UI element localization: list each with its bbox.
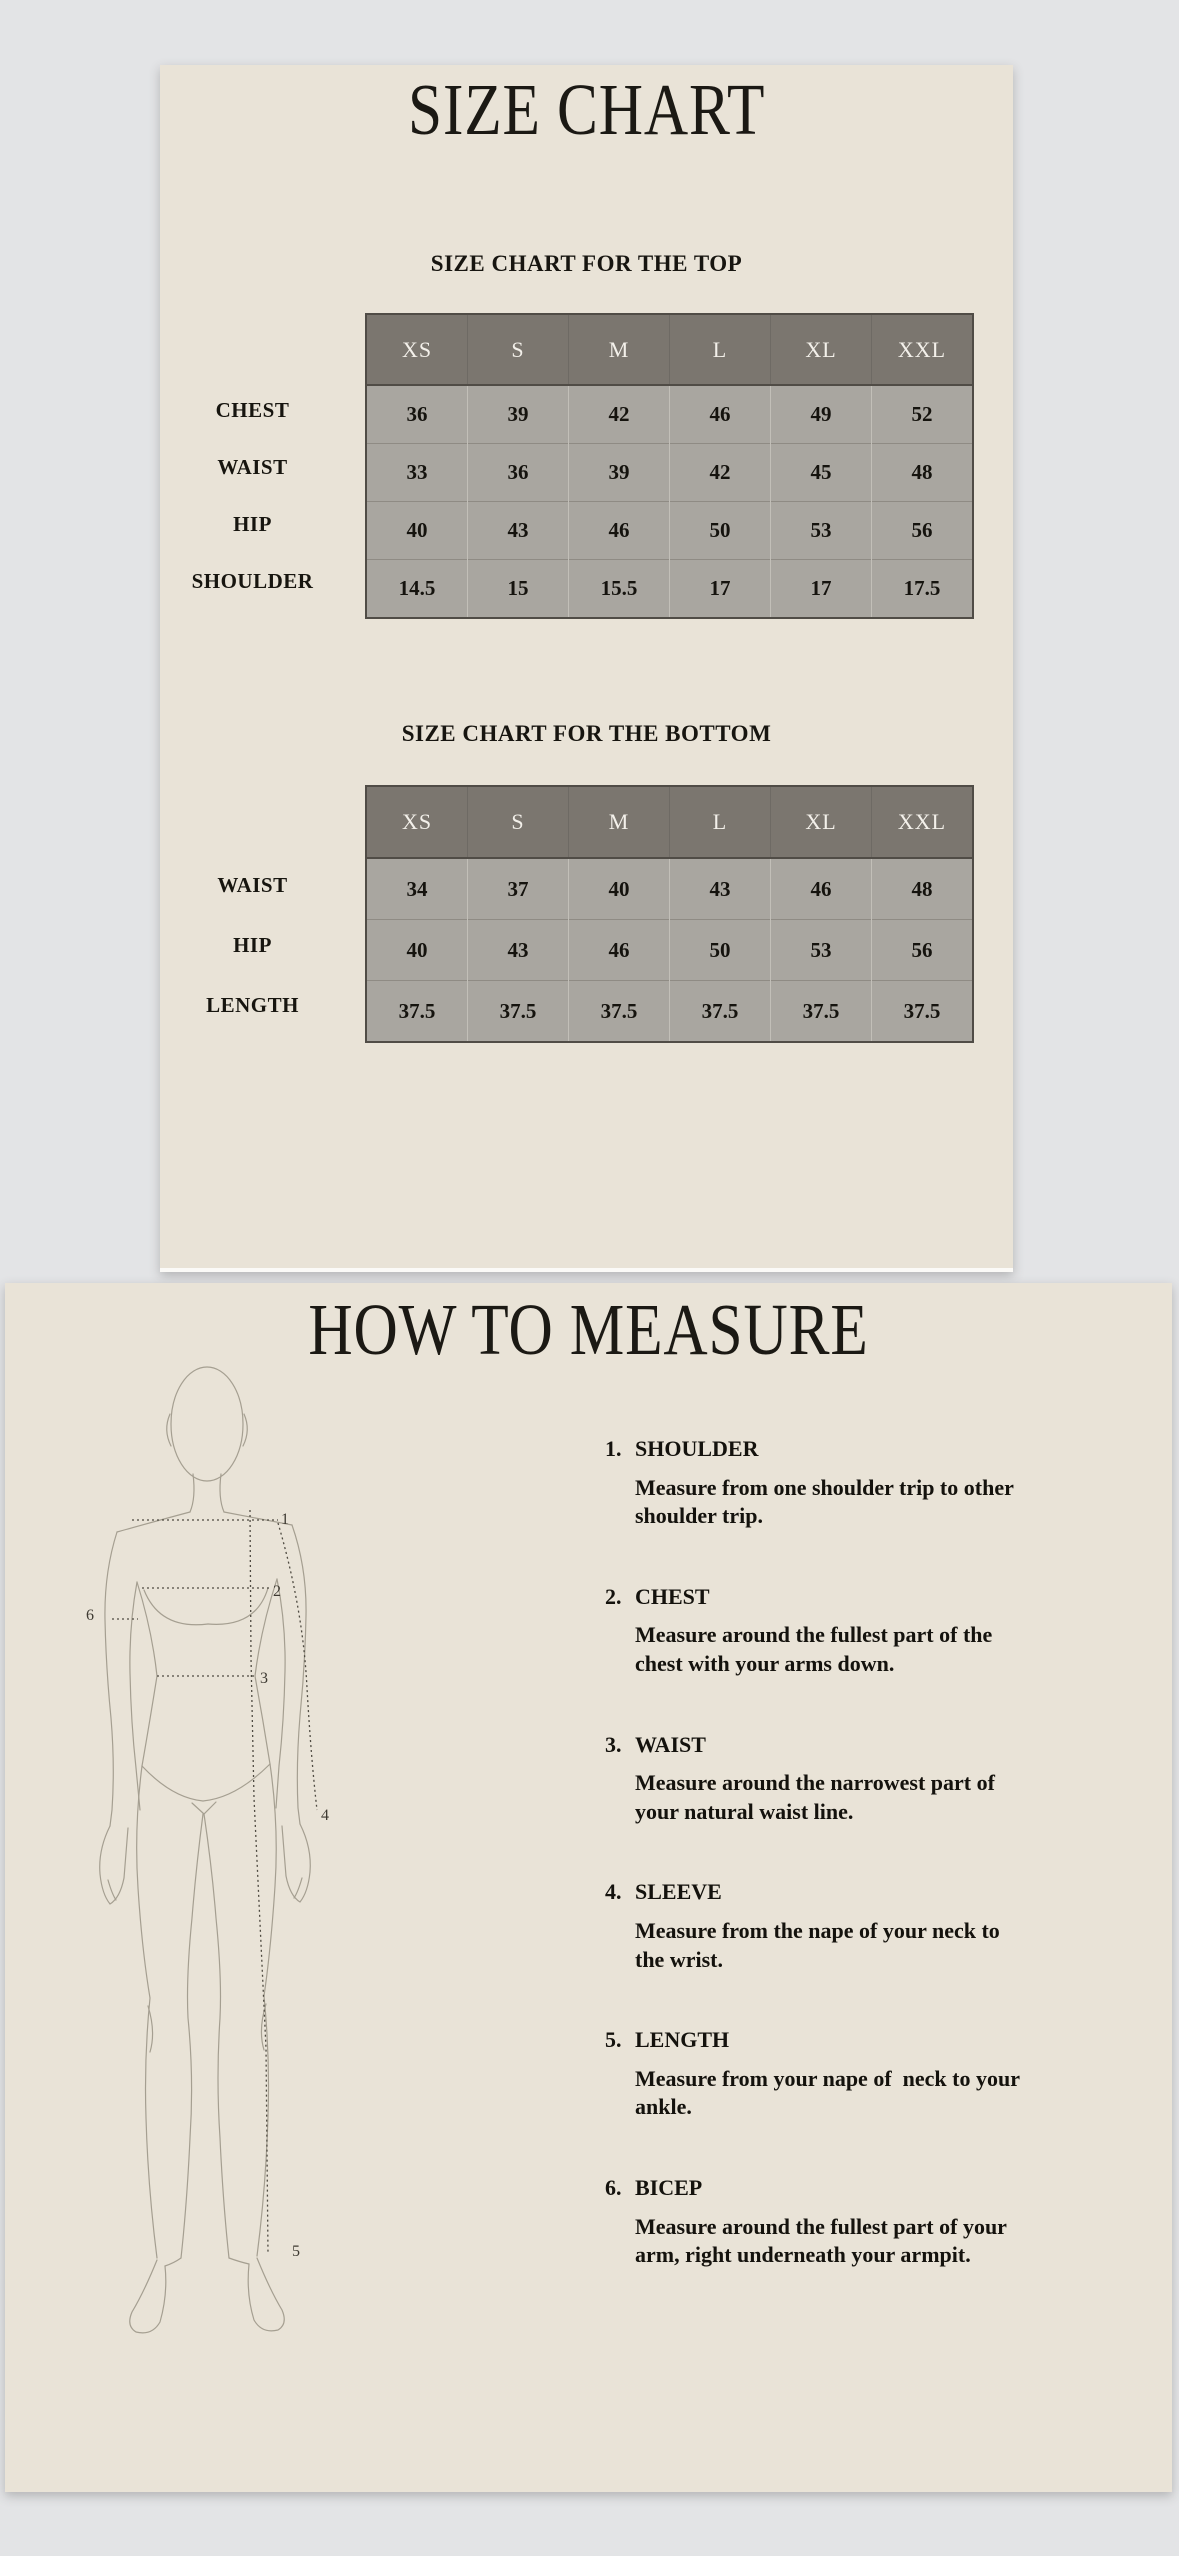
cell: 17.5 (872, 560, 974, 619)
step-description: Measure around the narrowest part of your natural waist line. (635, 1770, 1001, 1824)
cell: 17 (670, 560, 771, 619)
cell: 48 (872, 444, 974, 502)
step-waist (605, 1731, 1075, 1827)
size-col-xs: XS (366, 786, 468, 858)
row-label-length: LENGTH (206, 992, 299, 1017)
cell: 42 (569, 385, 670, 444)
size-col-l: L (670, 314, 771, 385)
step-title (605, 2026, 1075, 2055)
figure-label-2: 2 (273, 1583, 281, 1600)
how-to-measure-image (5, 1283, 1172, 2492)
step-title (605, 1878, 1075, 1907)
top-table-title: SIZE CHART FOR THE TOP (430, 251, 743, 276)
cell: 53 (771, 502, 872, 560)
table-row-waist (366, 444, 973, 502)
step-number: 1. (605, 1436, 622, 1461)
step-sleeve (605, 1878, 1075, 1974)
measure-steps-list (605, 1435, 1075, 2322)
step-name: SHOULDER (635, 1436, 759, 1461)
cell: 46 (569, 502, 670, 560)
cell: 36 (366, 385, 468, 444)
step-number: 3. (605, 1731, 622, 1757)
step-chest (605, 1583, 1075, 1679)
table-row-chest (366, 385, 973, 444)
cell: 52 (872, 385, 974, 444)
step-name: BICEP (635, 2174, 703, 2200)
size-col-s: S (468, 314, 569, 385)
cell: 37.5 (569, 981, 670, 1043)
row-label-hip: HIP (233, 512, 272, 536)
size-header-row (366, 786, 973, 858)
figure-label-3: 3 (260, 1670, 268, 1687)
size-col-l: L (670, 786, 771, 858)
size-col-xxl: XXL (872, 786, 974, 858)
how-to-measure-title-text: HOW TO MEASURE (308, 1289, 869, 1370)
cell: 39 (569, 444, 670, 502)
figure-label-4: 4 (321, 1807, 329, 1824)
how-to-measure-title (5, 1289, 1172, 1370)
size-chart-image (160, 65, 1013, 1272)
cell: 53 (771, 920, 872, 981)
cell: 37.5 (366, 981, 468, 1043)
step-title (605, 1731, 1075, 1760)
step-title (605, 1435, 1075, 1464)
size-col-m: M (569, 314, 670, 385)
cell: 50 (670, 920, 771, 981)
step-name: SLEEVE (635, 1879, 722, 1905)
size-chart-title (160, 69, 1013, 150)
step-number: 5. (605, 2027, 622, 2053)
cell: 49 (771, 385, 872, 444)
step-name: LENGTH (635, 2027, 730, 2053)
table-row-length (366, 981, 973, 1043)
cell: 37.5 (872, 981, 974, 1043)
cell: 56 (872, 920, 974, 981)
size-col-xl: XL (771, 786, 872, 858)
cell: 46 (569, 920, 670, 981)
step-length (605, 2026, 1075, 2122)
step-title (605, 2174, 1075, 2203)
size-col-s: S (468, 786, 569, 858)
cell: 37.5 (670, 981, 771, 1043)
step-shoulder (605, 1435, 1075, 1531)
cell: 33 (366, 444, 468, 502)
table-row-shoulder (366, 560, 973, 619)
step-name: WAIST (635, 1731, 706, 1757)
table-row-hip (366, 502, 973, 560)
measurement-figure-illustration (60, 1358, 380, 2378)
cell: 14.5 (366, 560, 468, 619)
cell: 17 (771, 560, 872, 619)
size-col-xxl: XXL (872, 314, 974, 385)
figure-outline (100, 1367, 311, 2333)
cell: 39 (468, 385, 569, 444)
step-title (605, 1583, 1075, 1612)
cell: 37.5 (771, 981, 872, 1043)
cell: 42 (670, 444, 771, 502)
size-col-xs: XS (366, 314, 468, 385)
cell: 37 (468, 858, 569, 920)
measurement-dashed-lines (112, 1510, 317, 2254)
size-col-m: M (569, 786, 670, 858)
cell: 37.5 (468, 981, 569, 1043)
step-bicep (605, 2174, 1075, 2270)
cell: 40 (366, 502, 468, 560)
table-row-hip (366, 920, 973, 981)
cell: 43 (670, 858, 771, 920)
cell: 36 (468, 444, 569, 502)
row-label-shoulder: SHOULDER (191, 569, 314, 593)
cell: 43 (468, 920, 569, 981)
step-number: 4. (605, 1879, 622, 1905)
size-col-xl: XL (771, 314, 872, 385)
row-label-waist: WAIST (217, 872, 288, 897)
cell: 40 (366, 920, 468, 981)
row-label-chest: CHEST (215, 398, 290, 422)
cell: 34 (366, 858, 468, 920)
step-name: CHEST (635, 1583, 710, 1609)
step-description: Measure around the fullest part of the chest with your arms down. (635, 1622, 998, 1676)
cell: 15 (468, 560, 569, 619)
size-chart-title-text: SIZE CHART (407, 69, 766, 150)
bottom-size-table (365, 785, 974, 1043)
cell: 15.5 (569, 560, 670, 619)
figure-label-6: 6 (86, 1607, 94, 1624)
row-label-hip: HIP (233, 932, 272, 957)
step-description: Measure from one shoulder trip to other shoulder trip. (635, 1474, 1019, 1529)
figure-label-1: 1 (281, 1511, 289, 1528)
cell: 46 (771, 858, 872, 920)
cell: 46 (670, 385, 771, 444)
step-description: Measure from your nape of neck to your ankle. (635, 2065, 1026, 2120)
step-number: 6. (605, 2174, 622, 2200)
bottom-table-title: SIZE CHART FOR THE BOTTOM (401, 721, 772, 746)
size-header-row (366, 314, 973, 385)
step-description: Measure from the nape of your neck to the wrist. (635, 1917, 1006, 1972)
top-size-table (365, 313, 974, 619)
row-label-waist: WAIST (217, 455, 288, 479)
cell: 56 (872, 502, 974, 560)
cell: 40 (569, 858, 670, 920)
step-description: Measure around the fullest part of your arm, right underneath your armpit. (635, 2213, 1013, 2268)
cell: 48 (872, 858, 974, 920)
step-number: 2. (605, 1583, 622, 1609)
cell: 45 (771, 444, 872, 502)
table-row-waist (366, 858, 973, 920)
cell: 50 (670, 502, 771, 560)
cell: 43 (468, 502, 569, 560)
figure-label-5: 5 (292, 2243, 300, 2260)
